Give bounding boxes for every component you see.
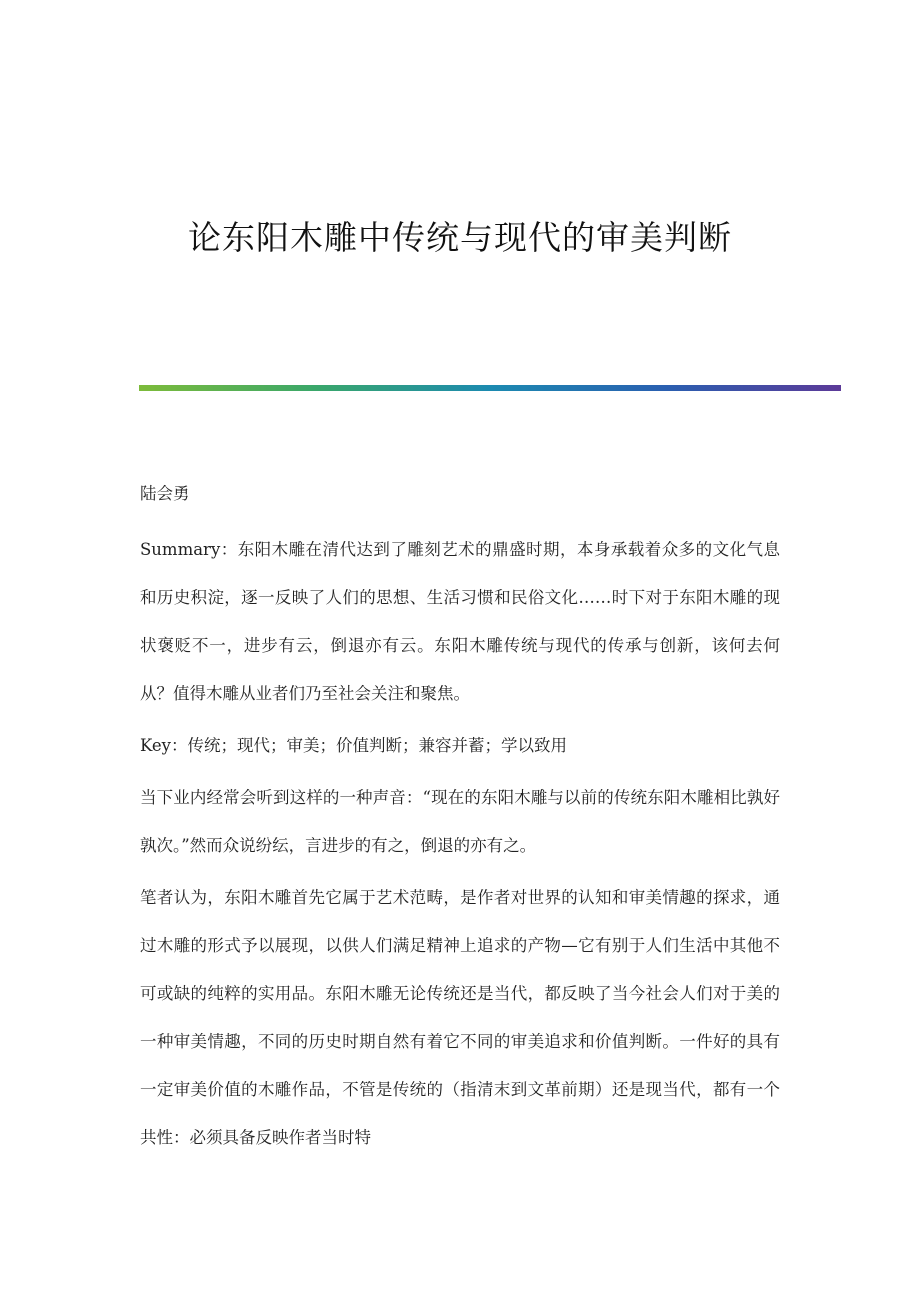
keywords-paragraph: Key：传统；现代；审美；价值判断；兼容并蓄；学以致用 xyxy=(140,736,567,755)
body-paragraph: 笔者认为，东阳木雕首先它属于艺术范畴，是作者对世界的认知和审美情趣的探求，通过木雕的形式予以展现，以供人们满足精神上追求的产物—它有别于人们生活中其他不可或缺的纯粹的实用品。东阳木雕无论传统还是当代，都反映了当今社会人们对于美的一种审美情趣，不同的历史时期自然有着它不同的审美追求和价值判断。一件好的具有一定审美价值的木雕作品，不管是传统的（指清末到文革前期）还是现当代，都有一个共性：必须具备反映作者当时特 xyxy=(140,888,780,1147)
body-paragraph: 当下业内经常会听到这样的一种声音：“现在的东阳木雕与以前的传统东阳木雕相比孰好孰次。”然而众说纷纭，言进步的有之，倒退的亦有之。 xyxy=(140,788,780,855)
document-title: 论东阳木雕中传统与现代的审美判断 xyxy=(188,218,732,257)
document-body xyxy=(140,470,780,1166)
summary-paragraph: Summary：东阳木雕在清代达到了雕刻艺术的鼎盛时期，本身承载着众多的文化气息和历史积淀，逐一反映了人们的思想、生活习惯和民俗文化……时下对于东阳木雕的现状褒贬不一，进步有云，倒退亦有云。东阳木雕传统与现代的传承与创新，该何去何从？值得木雕从业者们乃至社会关注和聚焦。 xyxy=(140,540,780,703)
title-divider-rule xyxy=(139,385,841,391)
author-name: 陆会勇 xyxy=(140,484,190,503)
